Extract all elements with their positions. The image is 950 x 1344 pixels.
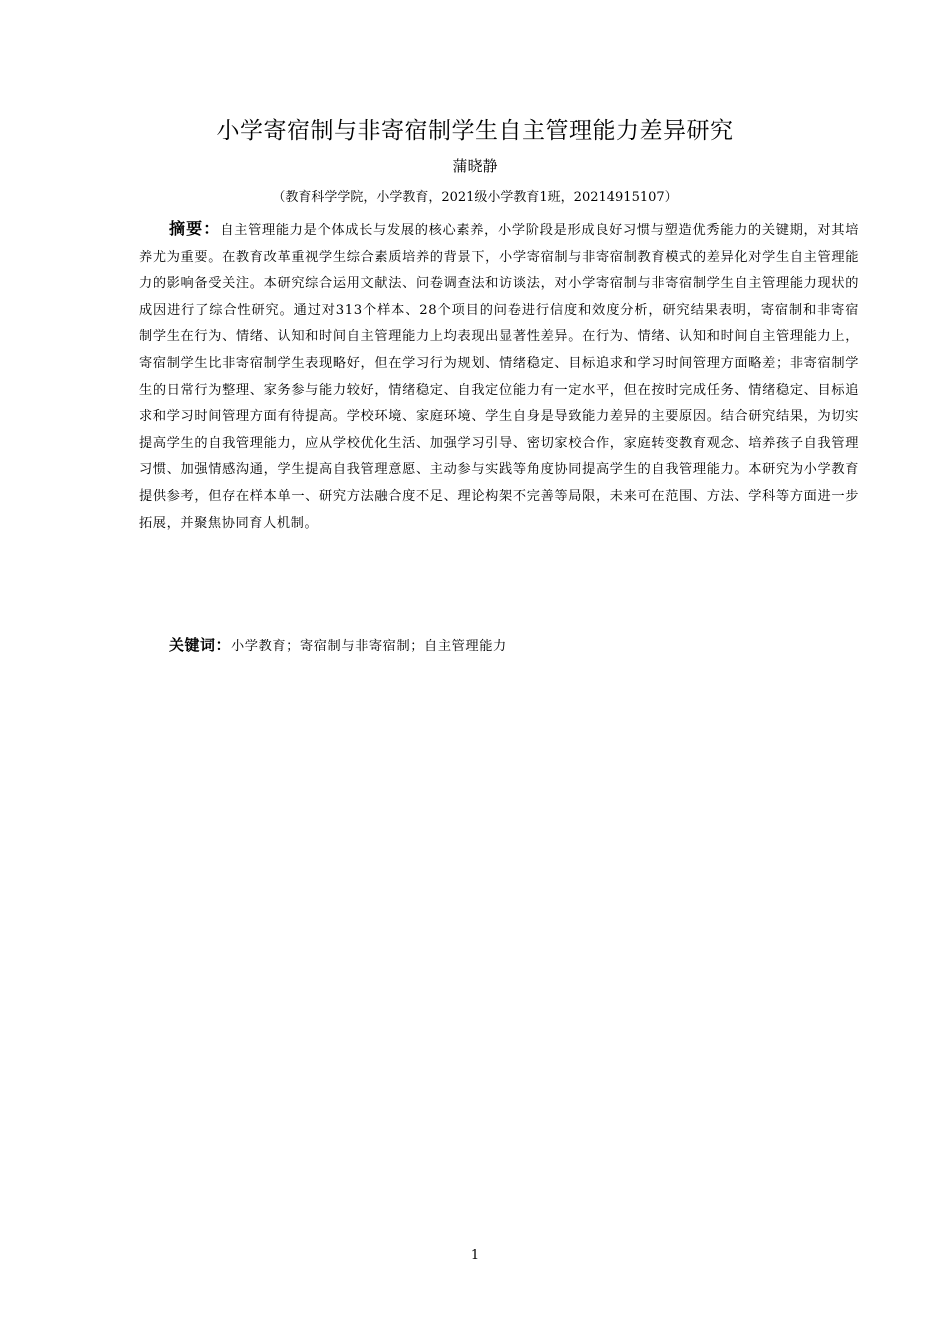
- abstract-label: 摘要：: [169, 219, 221, 238]
- keywords-line: [169, 632, 859, 660]
- author-name: 蒲晓静: [452, 157, 498, 175]
- keywords-text: 小学教育；寄宿制与非寄宿制；自主管理能力: [231, 639, 507, 654]
- page-number: 1: [470, 1248, 480, 1263]
- abstract-paragraph: [139, 216, 859, 537]
- keywords-label: 关键词：: [169, 636, 232, 654]
- abstract-text: 自主管理能力是个体成长与发展的核心素养，小学阶段是形成良好习惯与塑造优秀能力的关键期，对其培养尤为重要。在教育改革重视学生综合素质培养的背景下，小学寄宿制与非寄宿制教育模式的差异化对学生自主管理能力的影响备受关注。本研究综合运用文献法、问卷调查法和访谈法，对小学寄宿制与非寄宿制学生自主管理能力现状的成因进行了综合性研究。通过对313个样本、28个项目的问卷进行信度和效度分析，研究结果表明，寄宿制和非寄宿制学生在行为、情绪、认知和时间自主管理能力上均表现出显著性差异。在行为、情绪、认知和时间自主管理能力上，寄宿制学生比非寄宿制学生表现略好，但在学习行为规划、情绪稳定、目标追求和学习时间管理方面略差；非寄宿制学生的日常行为整理、家务参与能力较好，情绪稳定、自我定位能力有一定水平，但在按时完成任务、情绪稳定、目标追求和学习时间管理方面有待提高。学校环境、家庭环境、学生自身是导致能力差异的主要原因。结合研究结果，为切实提高学生的自我管理能力，应从学校优化生活、加强学习引导、密切家校合作，家庭转变教育观念、培养孩子自我管理习惯、加强情感沟通，学生提高自我管理意愿、主动参与实践等角度协同提高学生的自我管理能力。本研究为小学教育提供参考，但存在样本单一、研究方法融合度不足、理论构架不完善等局限，未来可在范围、方法、学科等方面进一步拓展，并聚焦协同育人机制。: [139, 223, 859, 531]
- author-affiliation: （教育科学学院，小学教育，2021级小学教育1班，20214915107）: [272, 190, 678, 205]
- paper-title: 小学寄宿制与非寄宿制学生自主管理能力差异研究: [216, 118, 734, 144]
